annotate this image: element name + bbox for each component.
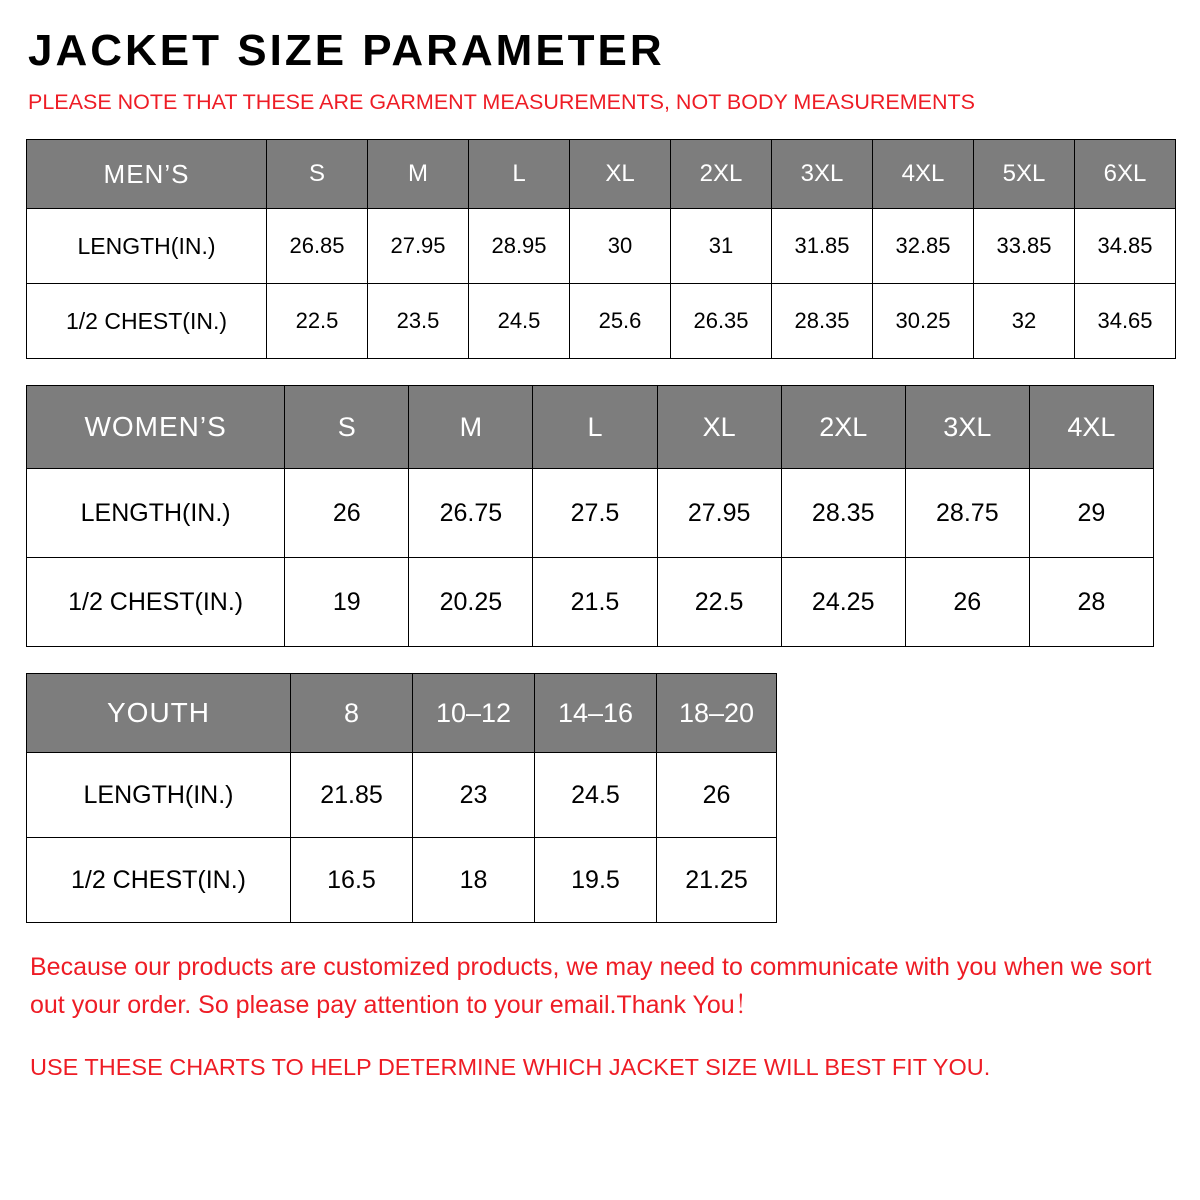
measure-cell: 26: [905, 558, 1029, 647]
measure-cell: 26: [657, 753, 777, 838]
measure-cell: 21.25: [657, 838, 777, 923]
size-header-cell: 3XL: [905, 386, 1029, 469]
measure-cell: 30: [570, 209, 671, 284]
measure-cell: 30.25: [873, 284, 974, 359]
size-header-cell: XL: [657, 386, 781, 469]
size-header-cell: 4XL: [873, 140, 974, 209]
size-header-cell: 6XL: [1075, 140, 1176, 209]
size-header-cell: 2XL: [781, 386, 905, 469]
measure-cell: 28.95: [469, 209, 570, 284]
womens-table-label: WOMEN’S: [27, 386, 285, 469]
measure-cell: 21.85: [291, 753, 413, 838]
row-label: LENGTH(IN.): [27, 469, 285, 558]
measure-cell: 20.25: [409, 558, 533, 647]
womens-size-table: [26, 385, 1154, 647]
row-label: 1/2 CHEST(IN.): [27, 838, 291, 923]
measure-cell: 29: [1029, 469, 1153, 558]
size-header-cell: L: [533, 386, 657, 469]
table-header-row: [27, 140, 1176, 209]
measure-cell: 19: [285, 558, 409, 647]
size-header-cell: L: [469, 140, 570, 209]
measure-cell: 26.75: [409, 469, 533, 558]
measure-cell: 16.5: [291, 838, 413, 923]
charts-usage-note: USE THESE CHARTS TO HELP DETERMINE WHICH JACKET SIZE WILL BEST FIT YOU.: [30, 1054, 991, 1081]
page-title: JACKET SIZE PARAMETER: [28, 26, 665, 75]
measure-cell: 23: [413, 753, 535, 838]
measure-cell: 21.5: [533, 558, 657, 647]
measure-cell: 22.5: [267, 284, 368, 359]
measure-cell: 32.85: [873, 209, 974, 284]
measure-cell: 27.95: [657, 469, 781, 558]
table-row: [27, 558, 1154, 647]
size-header-cell: 10–12: [413, 674, 535, 753]
table-row: [27, 209, 1176, 284]
measure-cell: 22.5: [657, 558, 781, 647]
measure-cell: 28.35: [781, 469, 905, 558]
measure-cell: 27.95: [368, 209, 469, 284]
table-row: [27, 469, 1154, 558]
measure-cell: 34.85: [1075, 209, 1176, 284]
size-header-cell: 18–20: [657, 674, 777, 753]
table-row: [27, 838, 777, 923]
measure-cell: 34.65: [1075, 284, 1176, 359]
measure-cell: 24.5: [535, 753, 657, 838]
size-header-cell: S: [267, 140, 368, 209]
measure-cell: 24.25: [781, 558, 905, 647]
measure-cell: 33.85: [974, 209, 1075, 284]
row-label: 1/2 CHEST(IN.): [27, 558, 285, 647]
size-header-cell: M: [409, 386, 533, 469]
measure-cell: 31: [671, 209, 772, 284]
table-row: [27, 753, 777, 838]
measure-cell: 25.6: [570, 284, 671, 359]
size-header-cell: 3XL: [772, 140, 873, 209]
youth-size-table: [26, 673, 777, 923]
size-header-cell: 8: [291, 674, 413, 753]
mens-table-label: MEN’S: [27, 140, 267, 209]
youth-table-label: YOUTH: [27, 674, 291, 753]
measure-cell: 23.5: [368, 284, 469, 359]
measure-cell: 31.85: [772, 209, 873, 284]
size-header-cell: XL: [570, 140, 671, 209]
table-row: [27, 284, 1176, 359]
size-header-cell: 5XL: [974, 140, 1075, 209]
measure-cell: 19.5: [535, 838, 657, 923]
garment-measurement-note: PLEASE NOTE THAT THESE ARE GARMENT MEASUREMENTS, NOT BODY MEASUREMENTS: [28, 90, 975, 115]
measure-cell: 26.35: [671, 284, 772, 359]
size-header-cell: 2XL: [671, 140, 772, 209]
table-header-row: [27, 386, 1154, 469]
measure-cell: 32: [974, 284, 1075, 359]
measure-cell: 26.85: [267, 209, 368, 284]
size-header-cell: M: [368, 140, 469, 209]
table-header-row: [27, 674, 777, 753]
row-label: LENGTH(IN.): [27, 209, 267, 284]
measure-cell: 18: [413, 838, 535, 923]
measure-cell: 24.5: [469, 284, 570, 359]
measure-cell: 28.35: [772, 284, 873, 359]
measure-cell: 26: [285, 469, 409, 558]
row-label: LENGTH(IN.): [27, 753, 291, 838]
size-header-cell: S: [285, 386, 409, 469]
mens-size-table: [26, 139, 1176, 359]
size-header-cell: 4XL: [1029, 386, 1153, 469]
customized-products-note: Because our products are customized products, we may need to communicate with you when we sort out your order. So please pay attention to your email.Thank You！: [30, 953, 1152, 1019]
measure-cell: 28.75: [905, 469, 1029, 558]
size-header-cell: 14–16: [535, 674, 657, 753]
measure-cell: 28: [1029, 558, 1153, 647]
row-label: 1/2 CHEST(IN.): [27, 284, 267, 359]
measure-cell: 27.5: [533, 469, 657, 558]
